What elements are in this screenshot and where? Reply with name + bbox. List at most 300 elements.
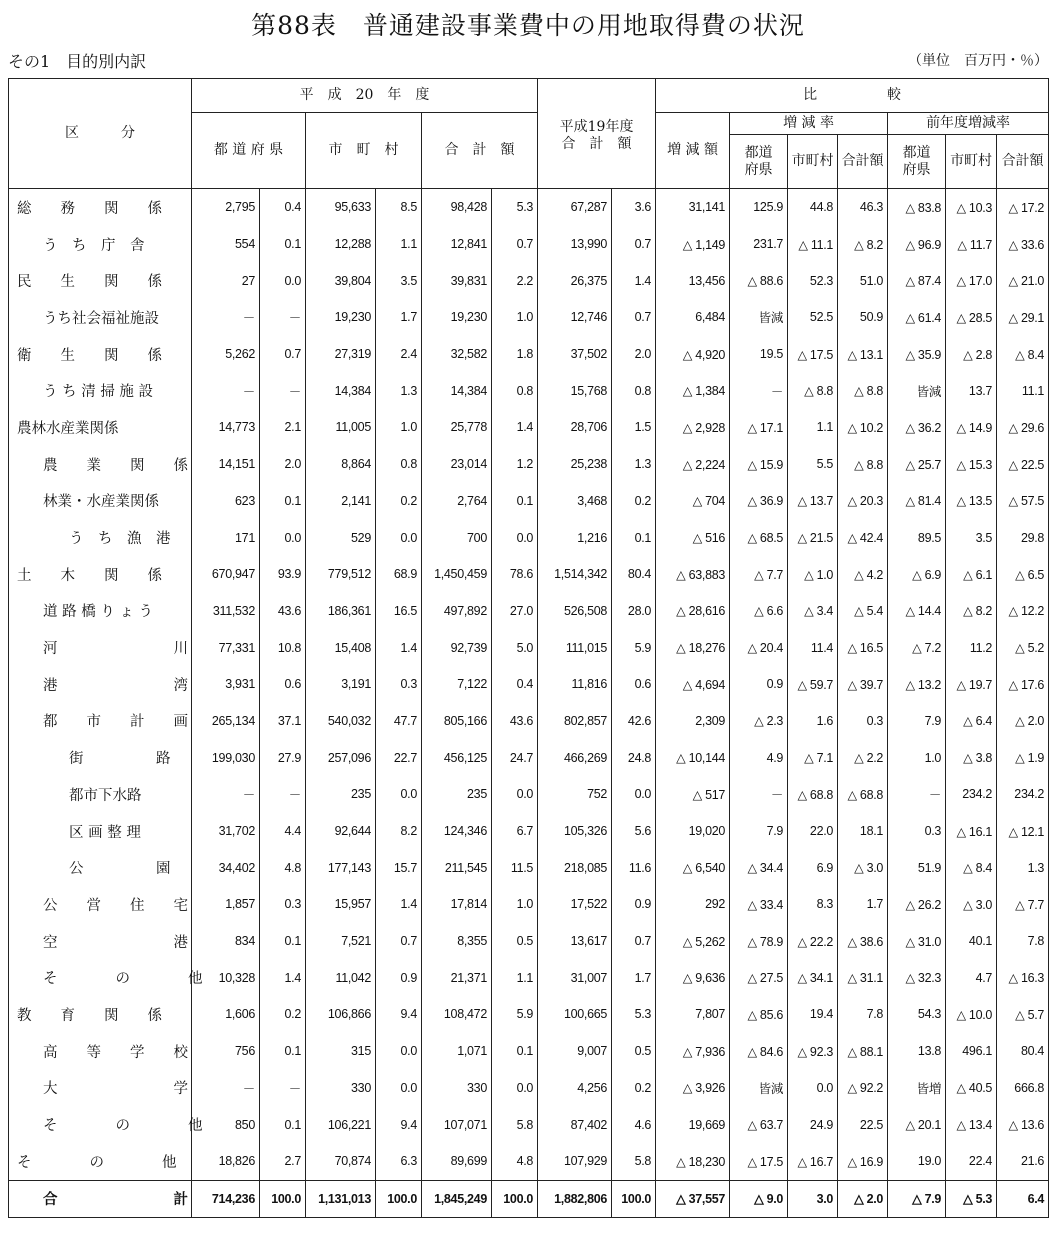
- header-category: 区 分: [9, 79, 192, 189]
- row-label: う ち 漁 港: [9, 519, 192, 556]
- cell-11: △ 2.0: [838, 1180, 888, 1218]
- cell-1: 0.2: [260, 996, 306, 1033]
- cell-0: 670,947: [192, 556, 260, 593]
- cell-14: △ 5.7: [997, 996, 1049, 1033]
- cell-8: [656, 556, 730, 593]
- cell-11: 18.1: [838, 813, 888, 850]
- cell-6: 802,857: [538, 703, 612, 740]
- cell-3: 16.5: [376, 593, 422, 630]
- cell-0: 554: [192, 226, 260, 263]
- cell-value: △ 4,920: [682, 347, 726, 362]
- cell-0: 2,795: [192, 189, 260, 226]
- row-label: 林業・水産業関係: [9, 483, 192, 520]
- table-row: [9, 703, 1049, 740]
- cell-3: 0.9: [376, 959, 422, 996]
- cell-10: △ 1.0: [788, 556, 838, 593]
- cell-7: 1.5: [612, 409, 656, 446]
- cell-12: △ 35.9: [888, 336, 946, 373]
- cell-13: △ 17.0: [946, 262, 997, 299]
- cell-14: △ 57.5: [997, 483, 1049, 520]
- cell-6: 15,768: [538, 372, 612, 409]
- row-label: 大 学: [9, 1070, 192, 1107]
- cell-13: △ 5.3: [946, 1180, 997, 1218]
- header-prefecture: 都 道 府 県: [192, 113, 306, 189]
- cell-2: 315: [306, 1033, 376, 1070]
- cell-7: 0.7: [612, 299, 656, 336]
- cell-14: 1.3: [997, 849, 1049, 886]
- cell-13: △ 6.4: [946, 703, 997, 740]
- cell-value: 2,309: [695, 713, 726, 728]
- cell-8: [656, 299, 730, 336]
- cell-12: △ 81.4: [888, 483, 946, 520]
- cell-1: 0.1: [260, 1106, 306, 1143]
- cell-10: 5.5: [788, 446, 838, 483]
- table-row: [9, 629, 1049, 666]
- cell-6: 28,706: [538, 409, 612, 446]
- cell-11: △ 20.3: [838, 483, 888, 520]
- cell-3: 1.7: [376, 299, 422, 336]
- cell-5: 2.2: [492, 262, 538, 299]
- cell-14: 7.8: [997, 923, 1049, 960]
- table-row: [9, 409, 1049, 446]
- cell-value: 292: [705, 897, 726, 912]
- cell-11: 7.8: [838, 996, 888, 1033]
- cell-2: 15,957: [306, 886, 376, 923]
- cell-12: －: [888, 776, 946, 813]
- cell-11: 46.3: [838, 189, 888, 226]
- table-subtitle: その1 目的別内訳: [8, 52, 147, 71]
- cell-13: △ 11.7: [946, 226, 997, 263]
- cell-14: △ 8.4: [997, 336, 1049, 373]
- row-label: 衛 生 関 係: [9, 336, 192, 373]
- cell-10: 1.6: [788, 703, 838, 740]
- cell-13: △ 16.1: [946, 813, 997, 850]
- row-label: 合 計: [9, 1180, 192, 1218]
- cell-1: －: [260, 776, 306, 813]
- cell-1: 100.0: [260, 1180, 306, 1218]
- cell-10: 19.4: [788, 996, 838, 1033]
- cell-2: 70,874: [306, 1143, 376, 1180]
- cell-value: △ 2,928: [682, 420, 726, 435]
- cell-5: 0.0: [492, 519, 538, 556]
- cell-12: 51.9: [888, 849, 946, 886]
- cell-8: [656, 1143, 730, 1180]
- cell-11: 22.5: [838, 1106, 888, 1143]
- cell-4: 497,892: [422, 593, 492, 630]
- cell-3: 0.8: [376, 446, 422, 483]
- cell-value: △ 18,230: [676, 1154, 726, 1169]
- cell-3: 0.3: [376, 666, 422, 703]
- cell-14: 21.6: [997, 1143, 1049, 1180]
- cell-8: [656, 189, 730, 226]
- cell-1: 93.9: [260, 556, 306, 593]
- cell-1: 0.1: [260, 1033, 306, 1070]
- cell-13: △ 3.8: [946, 739, 997, 776]
- cell-0: 1,857: [192, 886, 260, 923]
- cell-12: △ 61.4: [888, 299, 946, 336]
- cell-4: 107,071: [422, 1106, 492, 1143]
- cell-9: △ 33.4: [730, 886, 788, 923]
- cell-10: 6.9: [788, 849, 838, 886]
- cell-11: △ 8.8: [838, 372, 888, 409]
- cell-2: 3,191: [306, 666, 376, 703]
- table-row: [9, 923, 1049, 960]
- cell-5: 0.1: [492, 1033, 538, 1070]
- cell-5: 5.9: [492, 996, 538, 1033]
- cell-6: 107,929: [538, 1143, 612, 1180]
- cell-7: 3.6: [612, 189, 656, 226]
- cell-12: △ 36.2: [888, 409, 946, 446]
- cell-9: 皆減: [730, 1070, 788, 1107]
- cell-0: －: [192, 1070, 260, 1107]
- header-municipal: 市 町 村: [306, 113, 422, 189]
- cell-12: △ 7.9: [888, 1180, 946, 1218]
- table-row: [9, 446, 1049, 483]
- cell-7: 100.0: [612, 1180, 656, 1218]
- cell-2: 39,804: [306, 262, 376, 299]
- table-row: [9, 959, 1049, 996]
- cell-0: 18,826: [192, 1143, 260, 1180]
- cell-10: 1.1: [788, 409, 838, 446]
- cell-2: 95,633: [306, 189, 376, 226]
- cell-13: △ 14.9: [946, 409, 997, 446]
- cell-4: 32,582: [422, 336, 492, 373]
- cell-4: 1,071: [422, 1033, 492, 1070]
- cell-10: △ 16.7: [788, 1143, 838, 1180]
- cell-9: 0.9: [730, 666, 788, 703]
- cell-11: 51.0: [838, 262, 888, 299]
- cell-0: 623: [192, 483, 260, 520]
- cell-4: 39,831: [422, 262, 492, 299]
- cell-0: 311,532: [192, 593, 260, 630]
- cell-9: 19.5: [730, 336, 788, 373]
- cell-1: 4.8: [260, 849, 306, 886]
- cell-13: 22.4: [946, 1143, 997, 1180]
- cell-8: [656, 593, 730, 630]
- cell-13: 3.5: [946, 519, 997, 556]
- cell-4: 17,814: [422, 886, 492, 923]
- cell-14: 11.1: [997, 372, 1049, 409]
- cell-value: △ 63,883: [676, 567, 726, 582]
- cell-6: 9,007: [538, 1033, 612, 1070]
- cell-6: 37,502: [538, 336, 612, 373]
- cell-13: △ 6.1: [946, 556, 997, 593]
- cell-5: 100.0: [492, 1180, 538, 1218]
- row-label: う ち 庁 舎: [9, 226, 192, 263]
- cell-10: △ 17.5: [788, 336, 838, 373]
- header-fy19-total: 平成19年度 合 計 額: [538, 79, 656, 189]
- cell-4: 8,355: [422, 923, 492, 960]
- cell-5: 1.0: [492, 886, 538, 923]
- row-label: 都市下水路: [9, 776, 192, 813]
- header-prev-year-rate: 前年度増減率: [888, 113, 1049, 135]
- cell-2: 540,032: [306, 703, 376, 740]
- cell-12: △ 6.9: [888, 556, 946, 593]
- cell-8: [656, 923, 730, 960]
- cell-3: 9.4: [376, 996, 422, 1033]
- cell-7: 0.2: [612, 1070, 656, 1107]
- cell-6: 3,468: [538, 483, 612, 520]
- cell-value: △ 10,144: [676, 751, 726, 766]
- cell-4: 19,230: [422, 299, 492, 336]
- cell-5: 5.3: [492, 189, 538, 226]
- cell-7: 1.3: [612, 446, 656, 483]
- cell-7: 0.5: [612, 1033, 656, 1070]
- cell-9: △ 6.6: [730, 593, 788, 630]
- cell-0: 199,030: [192, 739, 260, 776]
- cell-10: △ 21.5: [788, 519, 838, 556]
- cell-5: 5.8: [492, 1106, 538, 1143]
- cell-13: △ 15.3: [946, 446, 997, 483]
- cell-1: 2.0: [260, 446, 306, 483]
- cell-11: △ 92.2: [838, 1070, 888, 1107]
- cell-1: 0.1: [260, 226, 306, 263]
- cell-3: 8.5: [376, 189, 422, 226]
- cell-14: 666.8: [997, 1070, 1049, 1107]
- cell-2: 106,221: [306, 1106, 376, 1143]
- cell-8: [656, 1033, 730, 1070]
- cell-1: 4.4: [260, 813, 306, 850]
- cell-4: 330: [422, 1070, 492, 1107]
- cell-value: △ 37,557: [676, 1192, 726, 1207]
- cell-value: △ 517: [692, 787, 726, 802]
- cell-4: 108,472: [422, 996, 492, 1033]
- cell-2: 92,644: [306, 813, 376, 850]
- cell-14: △ 17.6: [997, 666, 1049, 703]
- cell-3: 68.9: [376, 556, 422, 593]
- cell-7: 0.0: [612, 776, 656, 813]
- cell-11: 1.7: [838, 886, 888, 923]
- table-row: [9, 776, 1049, 813]
- cell-13: △ 10.3: [946, 189, 997, 226]
- cell-9: △ 9.0: [730, 1180, 788, 1218]
- cell-2: 11,005: [306, 409, 376, 446]
- cell-14: △ 22.5: [997, 446, 1049, 483]
- cell-11: △ 8.2: [838, 226, 888, 263]
- cell-14: 234.2: [997, 776, 1049, 813]
- cell-5: 27.0: [492, 593, 538, 630]
- row-label: 公 営 住 宅: [9, 886, 192, 923]
- cell-12: △ 14.4: [888, 593, 946, 630]
- cell-13: △ 8.2: [946, 593, 997, 630]
- row-label: 高 等 学 校: [9, 1033, 192, 1070]
- cell-1: 10.8: [260, 629, 306, 666]
- cell-8: [656, 1070, 730, 1107]
- page-title: 第88表 普通建設事業費中の用地取得費の状況: [251, 11, 805, 40]
- cell-13: △ 19.7: [946, 666, 997, 703]
- table-row: [9, 226, 1049, 263]
- cell-9: △ 78.9: [730, 923, 788, 960]
- cell-2: 8,864: [306, 446, 376, 483]
- cell-4: 211,545: [422, 849, 492, 886]
- cell-12: 89.5: [888, 519, 946, 556]
- cell-3: 0.0: [376, 776, 422, 813]
- cell-value: 13,456: [688, 273, 726, 288]
- cell-9: －: [730, 776, 788, 813]
- cell-4: 456,125: [422, 739, 492, 776]
- cell-14: △ 33.6: [997, 226, 1049, 263]
- cell-6: 12,746: [538, 299, 612, 336]
- cell-9: △ 7.7: [730, 556, 788, 593]
- row-label: うち社会福祉施設: [9, 299, 192, 336]
- cell-value: △ 1,149: [682, 237, 726, 252]
- cell-11: △ 5.4: [838, 593, 888, 630]
- table-row: [9, 813, 1049, 850]
- cell-3: 1.3: [376, 372, 422, 409]
- cell-5: 0.4: [492, 666, 538, 703]
- cell-2: 235: [306, 776, 376, 813]
- cell-13: △ 40.5: [946, 1070, 997, 1107]
- cell-10: △ 11.1: [788, 226, 838, 263]
- table-row: [9, 739, 1049, 776]
- cell-4: 124,346: [422, 813, 492, 850]
- row-label: 公 園: [9, 849, 192, 886]
- cell-8: [656, 409, 730, 446]
- cell-10: △ 13.7: [788, 483, 838, 520]
- cell-9: △ 2.3: [730, 703, 788, 740]
- cell-5: 5.0: [492, 629, 538, 666]
- cell-9: 皆減: [730, 299, 788, 336]
- cell-12: △ 7.2: [888, 629, 946, 666]
- cell-12: 19.0: [888, 1143, 946, 1180]
- cell-6: 1,216: [538, 519, 612, 556]
- cell-0: 756: [192, 1033, 260, 1070]
- cell-8: [656, 996, 730, 1033]
- cell-9: △ 34.4: [730, 849, 788, 886]
- cell-2: 19,230: [306, 299, 376, 336]
- cell-4: 2,764: [422, 483, 492, 520]
- cell-value: 19,669: [688, 1117, 726, 1132]
- cell-5: 1.2: [492, 446, 538, 483]
- cell-11: △ 8.8: [838, 446, 888, 483]
- cell-2: 14,384: [306, 372, 376, 409]
- header-prev-prefecture: 都道 府県: [888, 135, 946, 189]
- cell-0: 5,262: [192, 336, 260, 373]
- table-row: [9, 336, 1049, 373]
- table-row: [9, 1143, 1049, 1180]
- cell-13: 4.7: [946, 959, 997, 996]
- cell-0: 850: [192, 1106, 260, 1143]
- cell-3: 0.7: [376, 923, 422, 960]
- cell-1: 0.6: [260, 666, 306, 703]
- cell-7: 0.6: [612, 666, 656, 703]
- cell-7: 2.0: [612, 336, 656, 373]
- cell-5: 43.6: [492, 703, 538, 740]
- cell-6: 752: [538, 776, 612, 813]
- table-row: [9, 1070, 1049, 1107]
- cell-0: －: [192, 299, 260, 336]
- header-rate-total: 合計額: [838, 135, 888, 189]
- cell-11: △ 16.5: [838, 629, 888, 666]
- cell-11: △ 3.0: [838, 849, 888, 886]
- row-label: 道 路 橋 り ょ う: [9, 593, 192, 630]
- cell-1: －: [260, 1070, 306, 1107]
- cell-2: 15,408: [306, 629, 376, 666]
- cell-3: 2.4: [376, 336, 422, 373]
- cell-10: △ 92.3: [788, 1033, 838, 1070]
- cell-3: 22.7: [376, 739, 422, 776]
- cell-10: △ 3.4: [788, 593, 838, 630]
- cell-14: △ 21.0: [997, 262, 1049, 299]
- cell-value: △ 4,694: [682, 677, 726, 692]
- cell-10: 24.9: [788, 1106, 838, 1143]
- cell-1: －: [260, 372, 306, 409]
- cell-14: 80.4: [997, 1033, 1049, 1070]
- cell-13: 40.1: [946, 923, 997, 960]
- cell-8: [656, 849, 730, 886]
- cell-5: 0.5: [492, 923, 538, 960]
- cell-12: 皆増: [888, 1070, 946, 1107]
- table-row: [9, 593, 1049, 630]
- cell-value: 19,020: [688, 824, 726, 839]
- cell-5: 1.0: [492, 299, 538, 336]
- cell-6: 466,269: [538, 739, 612, 776]
- cell-7: 0.7: [612, 923, 656, 960]
- cell-2: 529: [306, 519, 376, 556]
- cell-value: △ 1,384: [682, 384, 726, 399]
- cell-3: 0.0: [376, 1070, 422, 1107]
- header-prev-total: 合計額: [997, 135, 1049, 189]
- cell-1: 2.7: [260, 1143, 306, 1180]
- table-row: [9, 1180, 1049, 1218]
- cell-9: △ 15.9: [730, 446, 788, 483]
- cell-1: 0.7: [260, 336, 306, 373]
- table-row: [9, 262, 1049, 299]
- cell-9: △ 84.6: [730, 1033, 788, 1070]
- cell-5: 0.8: [492, 372, 538, 409]
- cell-4: 1,450,459: [422, 556, 492, 593]
- cell-value: △ 18,276: [676, 641, 726, 656]
- cell-4: 25,778: [422, 409, 492, 446]
- cell-value: 6,484: [695, 310, 726, 325]
- header-change-rate: 増 減 率: [730, 113, 888, 135]
- cell-13: △ 13.4: [946, 1106, 997, 1143]
- row-label: 農 業 関 係: [9, 446, 192, 483]
- cell-12: △ 26.2: [888, 886, 946, 923]
- cell-3: 1.4: [376, 886, 422, 923]
- cell-0: 10,328: [192, 959, 260, 996]
- cell-14: △ 29.1: [997, 299, 1049, 336]
- cell-6: 1,514,342: [538, 556, 612, 593]
- cell-0: 171: [192, 519, 260, 556]
- cell-12: △ 32.3: [888, 959, 946, 996]
- cell-1: 0.4: [260, 189, 306, 226]
- cell-8: [656, 226, 730, 263]
- header-prev-municipal: 市町村: [946, 135, 997, 189]
- cell-value: 7,807: [695, 1007, 726, 1022]
- cell-7: 0.1: [612, 519, 656, 556]
- cell-4: 805,166: [422, 703, 492, 740]
- cell-value: △ 6,540: [682, 861, 726, 876]
- cell-8: [656, 262, 730, 299]
- cell-13: △ 2.8: [946, 336, 997, 373]
- cell-3: 100.0: [376, 1180, 422, 1218]
- cell-6: 31,007: [538, 959, 612, 996]
- cell-5: 78.6: [492, 556, 538, 593]
- row-label: そ の 他: [9, 1106, 192, 1143]
- cell-12: △ 87.4: [888, 262, 946, 299]
- cell-6: 111,015: [538, 629, 612, 666]
- cell-8: [656, 446, 730, 483]
- cell-8: [656, 336, 730, 373]
- cell-0: 834: [192, 923, 260, 960]
- cell-12: △ 13.2: [888, 666, 946, 703]
- row-label: 土 木 関 係: [9, 556, 192, 593]
- cell-9: △ 68.5: [730, 519, 788, 556]
- cell-9: △ 36.9: [730, 483, 788, 520]
- cell-0: 31,702: [192, 813, 260, 850]
- cell-13: △ 28.5: [946, 299, 997, 336]
